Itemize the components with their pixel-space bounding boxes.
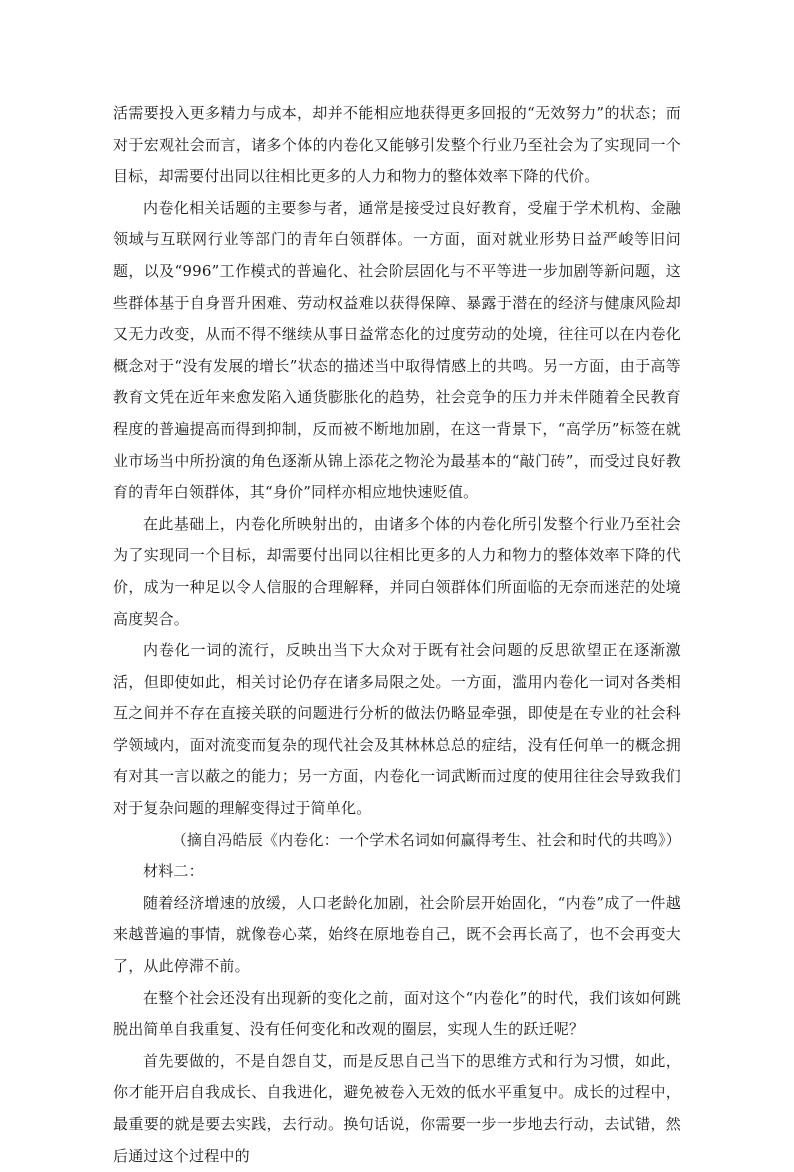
paragraph-explanation: 在此基础上，内卷化所映射出的，由诸多个体的内卷化所引发整个行业乃至社会为了实现同一个目标，却需要付出同以往相比更多的人力和物力的整体效率下降的代价，成为一种足以令人信服的合理解释，并同白领群体们所面临的无奈而迷茫的处境高度契合。 [113, 514, 681, 628]
paragraph-limitations: 内卷化一词的流行，反映出当下大众对于既有社会问题的反思欲望正在逐渐激活，但即使如此，相关讨论仍存在诸多局限之处。一方面，滥用内卷化一词对各类相互之间并不存在直接关联的问题进行分析的做法仍略显牵强，即使是在专业的社会科学领域内，面对流变而复杂的现代社会及其林林总总的症结，没有任何单一的概念拥有对其一言以蔽之的能力；另一方面，内卷化一词武断而过度的使用往往会导致我们对于复杂问题的理解变得过于简单化。 [113, 641, 681, 818]
paragraph-involution-participants: 内卷化相关话题的主要参与者，通常是接受过良好教育，受雇于学术机构、金融领域与互联网行业等部门的青年白领群体。一方面，面对就业形势日益严峻等旧问题，以及“996”工作模式的普遍化、社会阶层固化与不平等进一步加剧等新问题，这些群体基于自身晋升困难、劳动权益难以获得保障、暴露于潜在的经济与健康风险却又无力改变，从而不得不继续从事日益常态化的过度劳动的处境，往往可以在内卷化概念对于“没有发展的增长”状态的描述当中取得情感上的共鸣。另一方面，由于高等教育文凭在近年来愈发陷入通货膨胀化的趋势，社会竞争的压力并未伴随着全民教育程度的普遍提高而得到抑制，反而被不断地加剧，在这一背景下，“高学历”标签在就业市场当中所扮演的角色逐渐从锦上添花之物沦为最基本的“敲门砖”，而受过良好教育的青年白领群体，其“身价”同样亦相应地快速贬值。 [113, 198, 681, 502]
paragraph-question: 在整个社会还没有出现新的变化之前，面对这个“内卷化”的时代，我们该如何跳脱出简单自我重复、没有任何变化和改观的圈层，实现人生的跃迁呢？ [113, 988, 681, 1039]
paragraph-continuation: 活需要投入更多精力与成本，却并不能相应地获得更多回报的“无效努力”的状态；而对于宏观社会而言，诸多个体的内卷化又能够引发整个行业乃至社会为了实现同一个目标，却需要付出同以往相比更多的人力和物力的整体效率下降的代价。 [113, 104, 681, 186]
document-body [113, 98, 681, 1172]
paragraph-cabbage-metaphor: 随着经济增速的放缓，人口老龄化加剧，社会阶层开始固化，“内卷”成了一件越来越普遍的事情，就像卷心菜，始终在原地卷自己，既不会再长高了，也不会再变大了，从此停滞不前。 [113, 893, 681, 976]
paragraph-reflection: 首先要做的，不是自怨自艾，而是反思自己当下的思维方式和行为习惯，如此，你才能开启自我成长、自我进化，避免被卷入无效的低水平重复中。成长的过程中，最重要的就是要去实践，去行动。换句话说，你需要一步一步地去行动，去试错，然后通过这个过程中的 [113, 1051, 681, 1165]
source-citation: （摘自冯皓辰《内卷化：一个学术名词如何赢得考生、社会和时代的共鸣》） [171, 830, 681, 849]
material-two-heading: 材料二： [143, 862, 204, 881]
